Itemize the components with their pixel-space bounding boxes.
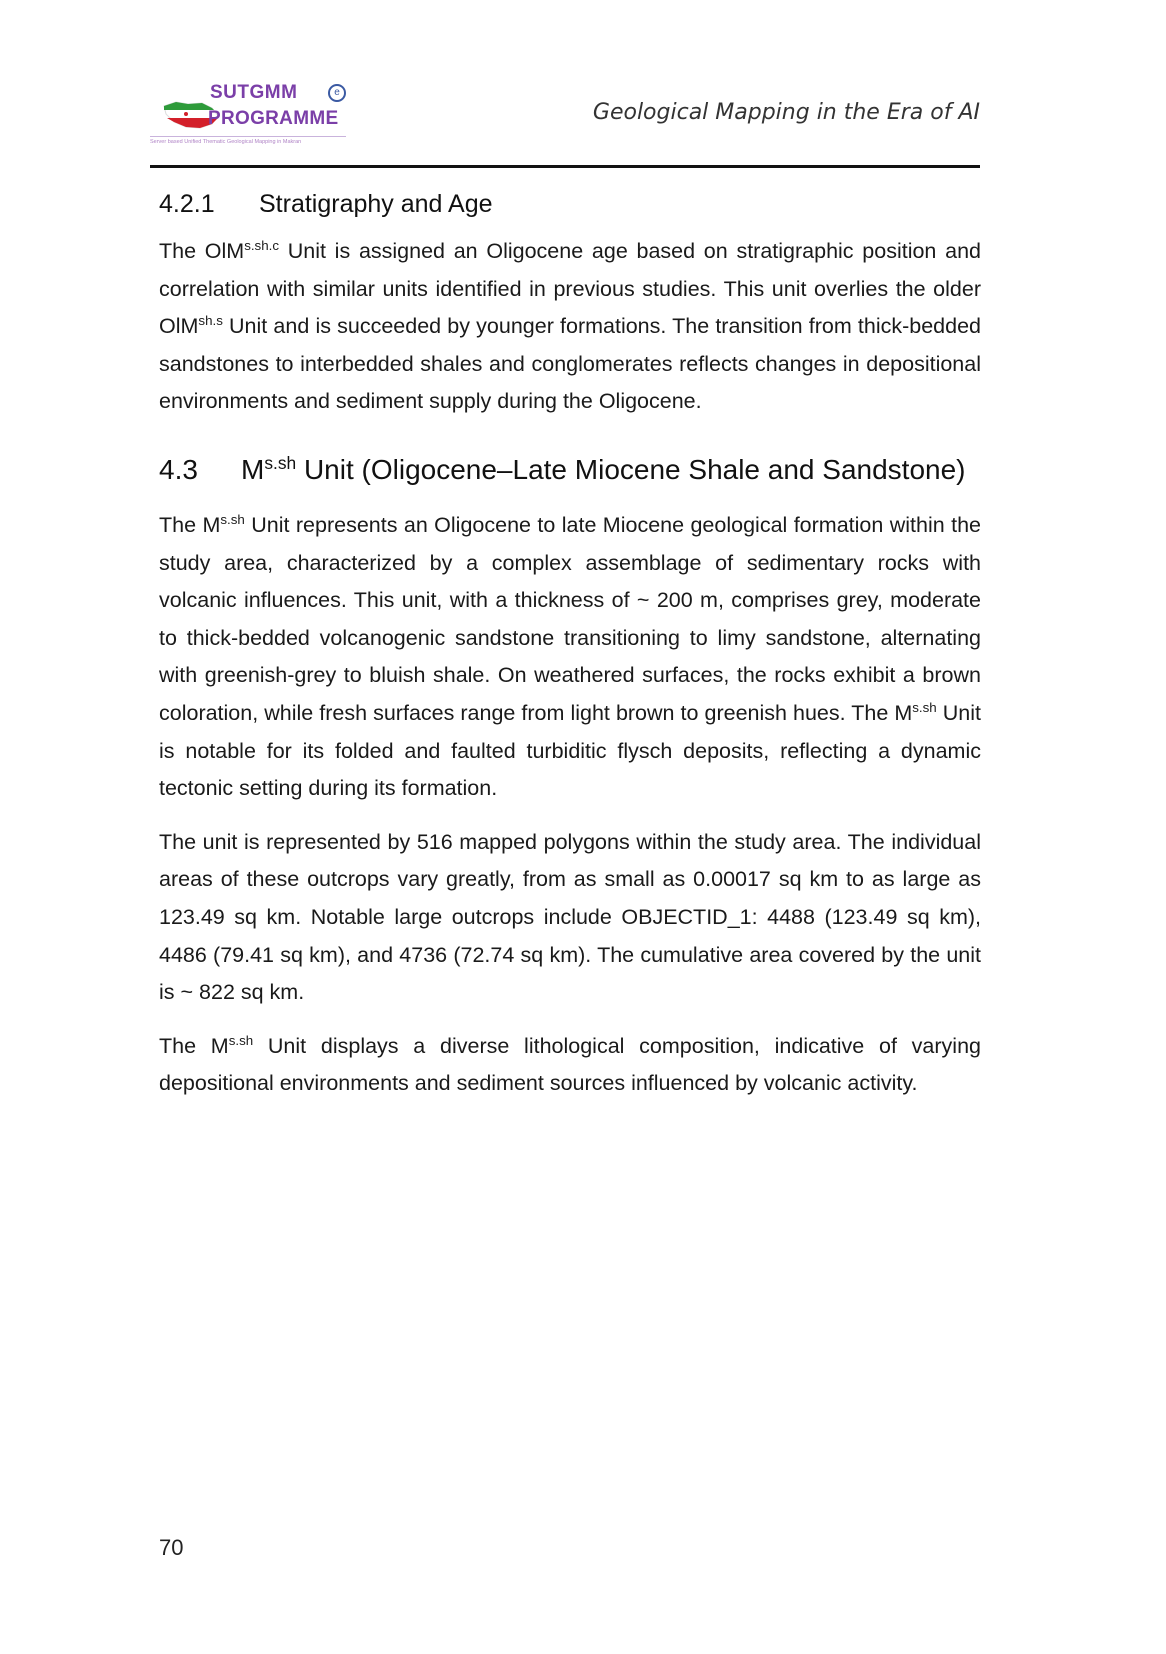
logo-tagline: Server based Unified Thematic Geological Mapping in Makran	[150, 139, 302, 145]
logo-line-1: SUTGMM	[210, 82, 298, 103]
paragraph-lithology: The $M^{s.sh}$ Unit displays a diverse lithological composition, indicative of varying depositional environments and sediment sources influenced by volcanic activity.	[159, 1032, 981, 1096]
sutgmm-logo	[150, 78, 350, 158]
running-title: Geological Mapping in the Era of AI	[592, 100, 980, 125]
section-title: Stratigraphy and Age	[259, 190, 493, 218]
section-title: $M^{s.sh}$ Unit (Oligocene–Late Miocene Shale and Sandstone)	[241, 452, 966, 485]
paragraph-stratigraphy: The OlM$^{s.sh.c}$ Unit is assigned an Oligocene age based on stratigraphic position and correlation with similar units identified in previous studies. This unit overlies the older OlM$^{sh.s}$ Unit and is succeeded by younger formations. The transition from thick-bedded sandstones to interbedded shales and conglomerates reflects changes in depositional environments and sediment supply during the Oligocene.	[159, 238, 981, 414]
page-number: 70	[159, 1535, 184, 1560]
paragraph-polygons: The unit is represented by 516 mapped polygons within the study area. The individual areas of these outcrops vary greatly, from as small as 0.00017 sq km to as large as 123.49 sq km. Notable large outcrops include OBJECTID_1: 4488 (123.49 sq km), 4486 (79.41 sq km), and 4736 (72.74 sq km). The cumulative area covered by the unit is ~ 822 sq km.	[159, 829, 981, 1005]
page-header	[150, 78, 980, 166]
heading-4-3	[159, 447, 981, 493]
page-content	[159, 190, 981, 1103]
section-number: 4.2.1	[159, 190, 215, 218]
logo-divider	[150, 136, 346, 137]
header-rule	[150, 165, 980, 168]
paragraph-unit-description: The $M^{s.sh}$ Unit represents an Oligocene to late Miocene geological formation within the study area, characterized by a complex assemblage of sedimentary rocks with volcanic influences. This unit, with a thickness of ~ 200 m, comprises grey, moderate to thick-bedded volcanogenic sandstone transitioning to limy sandstone, alternating with greenish-grey to bluish shale. On weathered surfaces, the rocks exhibit a brown coloration, while fresh surfaces range from light brown to greenish hues. The $M^{s.sh}$ Unit is notable for its folded and faulted turbiditic flysch deposits, reflecting a dynamic tectonic setting during its formation.	[159, 511, 981, 801]
emblem-icon: e	[328, 84, 346, 102]
section-number: 4.3	[159, 453, 198, 485]
heading-4-2-1	[159, 190, 981, 219]
logo-line-2: PROGRAMME	[208, 108, 339, 129]
